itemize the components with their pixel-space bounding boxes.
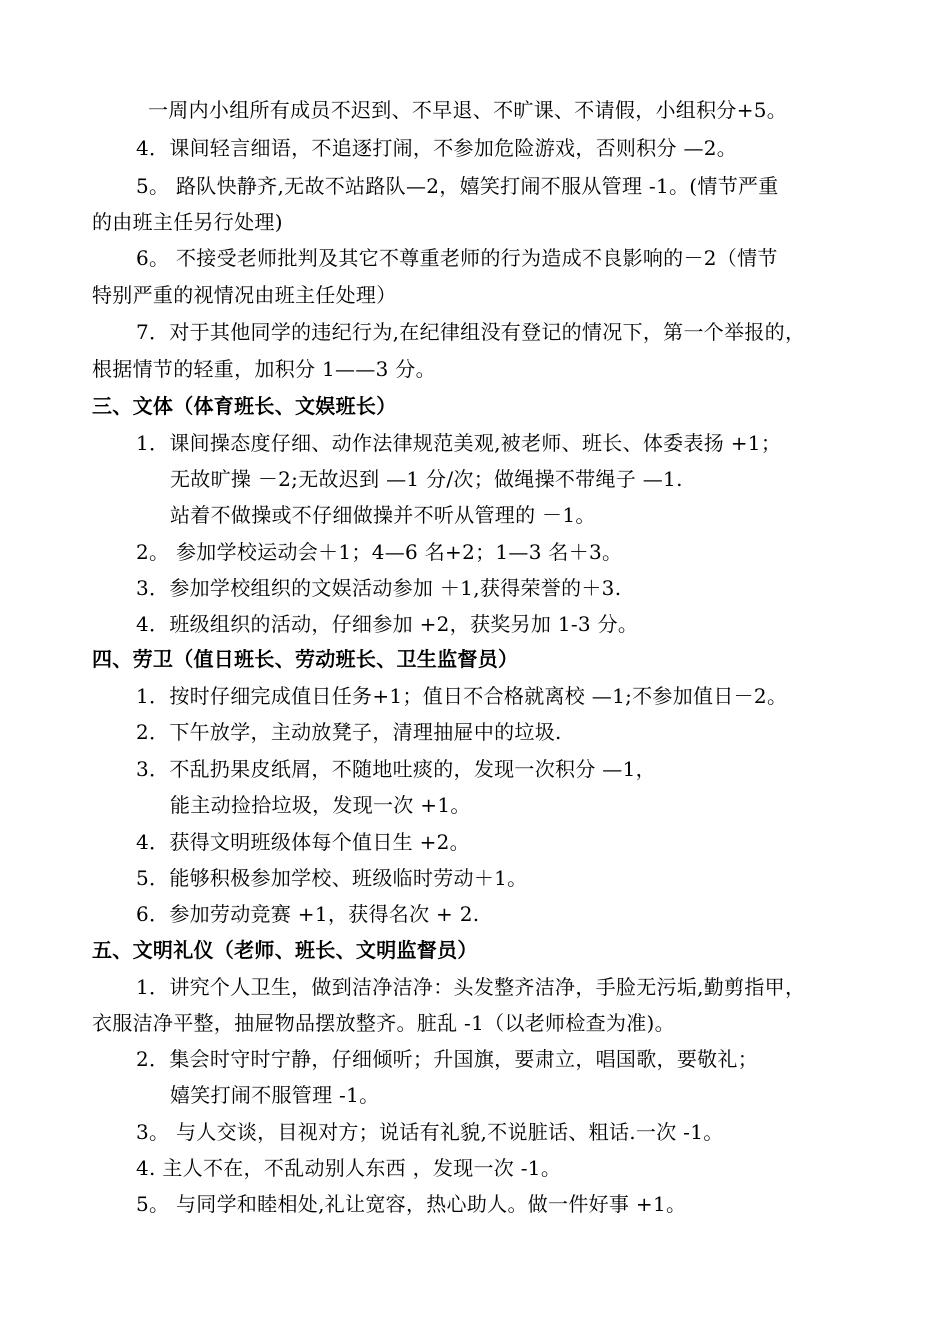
rule-item-3: 3．不乱扔果皮纸屑，不随地吐痰的，发现一次积分 —1， bbox=[136, 757, 656, 781]
text-line: 一周内小组所有成员不迟到、不早退、不旷课、不请假，小组积分+5。 bbox=[148, 98, 788, 122]
section-heading-4: 四、劳卫（值日班长、劳动班长、卫生监督员） bbox=[92, 647, 519, 671]
rule-item-3: 3。 与人交谈，目视对方；说话有礼貌,不说脏话、粗话.一次 -1。 bbox=[136, 1120, 724, 1144]
rule-item-1: 1．课间操态度仔细、动作法律规范美观,被老师、班长、体委表扬 +1； bbox=[136, 431, 782, 455]
section-heading-3: 三、文体（体育班长、文娱班长） bbox=[92, 394, 397, 418]
text-line: 的由班主任另行处理) bbox=[92, 210, 283, 234]
text-line: 衣服洁净平整，抽屉物品摆放整齐。脏乱 -1（以老师检查为准)。 bbox=[92, 1011, 675, 1035]
rule-item-6: 6。 不接受老师批判及其它不尊重老师的行为造成不良影响的－2（情节 bbox=[136, 246, 778, 270]
rule-item-1: 1．按时仔细完成值日任务+1；值日不合格就离校 —1;不参加值日－2。 bbox=[136, 684, 788, 708]
rule-item-2: 2．集会时守时宁静，仔细倾听；升国旗，要肃立，唱国歌，要敬礼； bbox=[136, 1047, 759, 1071]
rule-item-5: 5。 与同学和睦相处,礼让宽容，热心助人。做一件好事 +1。 bbox=[136, 1192, 687, 1216]
rule-item-6: 6．参加劳动竞赛 +1，获得名次 + 2. bbox=[136, 902, 480, 926]
text-line: 嬉笑打闹不服管理 -1。 bbox=[170, 1083, 380, 1107]
rule-item-4: 4．获得文明班级体每个值日生 +2。 bbox=[136, 830, 470, 854]
text-line: 特别严重的视情况由班主任处理） bbox=[92, 283, 397, 307]
rule-item-4: 4. 主人不在，不乱动别人东西 ，发现一次 -1。 bbox=[136, 1156, 562, 1180]
rule-item-5: 5．能够积极参加学校、班级临时劳动＋1。 bbox=[136, 866, 528, 890]
text-line: 根据情节的轻重，加积分 1——3 分。 bbox=[92, 357, 436, 381]
section-heading-5: 五、文明礼仪（老师、班长、文明监督员） bbox=[92, 938, 478, 962]
text-line: 无故旷操 －2;无故迟到 —1 分/次；做绳操不带绳子 —1. bbox=[170, 467, 683, 491]
rule-item-3: 3．参加学校组织的文娱活动参加 ＋1,获得荣誉的＋3. bbox=[136, 576, 622, 600]
rule-item-7: 7．对于其他同学的违纪行为,在纪律组没有登记的情况下，第一个举报的， bbox=[136, 320, 806, 344]
text-line: 能主动捡拾垃圾，发现一次 +1。 bbox=[170, 793, 471, 817]
rule-item-2: 2。 参加学校运动会＋1；4—6 名+2；1—3 名＋3。 bbox=[136, 540, 623, 564]
rule-item-5: 5。 路队快静齐,无故不站路队—2，嬉笑打闹不服从管理 -1。(情节严重 bbox=[136, 174, 779, 198]
rule-item-1: 1．讲究个人卫生，做到洁净洁净：头发整齐洁净，手脸无污垢,勤剪指甲， bbox=[136, 975, 806, 999]
rule-item-4: 4．班级组织的活动，仔细参加 +2，获奖另加 1-3 分。 bbox=[136, 612, 639, 636]
text-line: 站着不做操或不仔细做操并不听从管理的 －1。 bbox=[170, 503, 596, 527]
rule-item-2: 2．下午放学，主动放凳子，清理抽屉中的垃圾. bbox=[136, 720, 562, 744]
rule-item-4: 4．课间轻言细语，不追逐打闹，不参加危险游戏，否则积分 —2。 bbox=[136, 136, 738, 160]
